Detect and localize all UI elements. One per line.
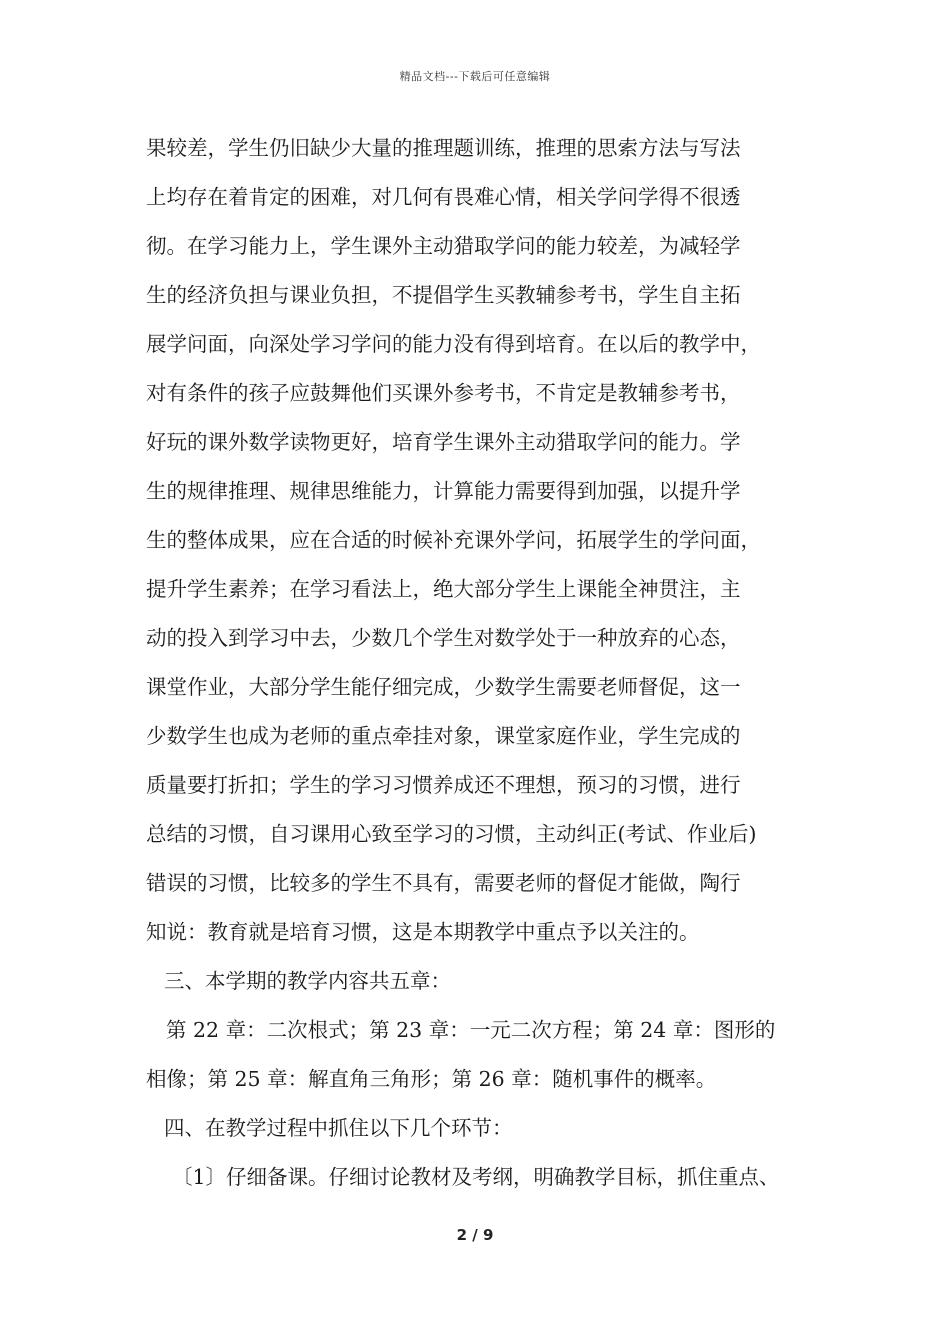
paragraph-line: 展学问面，向深处学习学问的能力没有得到培育。在以后的教学中， (146, 332, 761, 356)
paragraph-line: 对有条件的孩子应鼓舞他们买课外参考书，不肯定是教辅参考书， (146, 381, 741, 405)
list-item-1: 〔1〕仔细备课。仔细讨论教材及考纲，明确教学目标，抓住重点、 (172, 1165, 780, 1189)
paragraph-line: 质量要打折扣；学生的学习习惯养成还不理想，预习的习惯，进行 (146, 773, 741, 797)
paragraph-line: 提升学生素养；在学习看法上，绝大部分学生上课能全神贯注，主 (146, 577, 741, 601)
paragraph-line: 生的规律推理、规律思维能力，计算能力需要得到加强，以提升学 (146, 479, 741, 503)
paragraph-line: 彻。在学习能力上，学生课外主动猎取学问的能力较差，为减轻学 (146, 234, 741, 258)
paragraph-line: 动的投入到学习中去，少数几个学生对数学处于一种放弃的心态， (146, 626, 741, 650)
paragraph-line: 少数学生也成为老师的重点牵挂对象，课堂家庭作业，学生完成的 (146, 724, 741, 748)
page-header: 精品文档---下载后可任意编辑 (399, 70, 551, 83)
chapters-line: 相像；第 25 章：解直角三角形；第 26 章：随机事件的概率。 (146, 1067, 717, 1091)
section-heading-3: 三、本学期的教学内容共五章： (164, 969, 451, 993)
paragraph-line: 好玩的课外数学读物更好，培育学生课外主动猎取学问的能力。学 (146, 430, 741, 454)
section-heading-4: 四、在教学过程中抓住以下几个环节： (164, 1116, 513, 1140)
document-body (146, 124, 826, 1202)
paragraph-line: 知说：教育就是培育习惯，这是本期教学中重点予以关注的。 (146, 920, 700, 944)
paragraph-line: 上均存在着肯定的困难，对几何有畏难心情，相关学问学得不很透 (146, 185, 741, 209)
paragraph-line: 课堂作业，大部分学生能仔细完成，少数学生需要老师督促，这一 (146, 675, 741, 699)
paragraph-line: 果较差，学生仍旧缺少大量的推理题训练，推理的思索方法与写法 (146, 136, 741, 160)
paragraph-line: 错误的习惯，比较多的学生不具有，需要老师的督促才能做，陶行 (146, 871, 741, 895)
chapters-line: 第 22 章：二次根式；第 23 章：一元二次方程；第 24 章：图形的 (166, 1018, 776, 1042)
paragraph-line: 生的整体成果，应在合适的时候补充课外学问，拓展学生的学问面， (146, 528, 761, 552)
paragraph-line: 生的经济负担与课业负担，不提倡学生买教辅参考书，学生自主拓 (146, 283, 741, 307)
page-number: 2 / 9 (456, 1226, 494, 1244)
paragraph-line: 总结的习惯，自习课用心致至学习的习惯，主动纠正(考试、作业后) (146, 822, 757, 846)
